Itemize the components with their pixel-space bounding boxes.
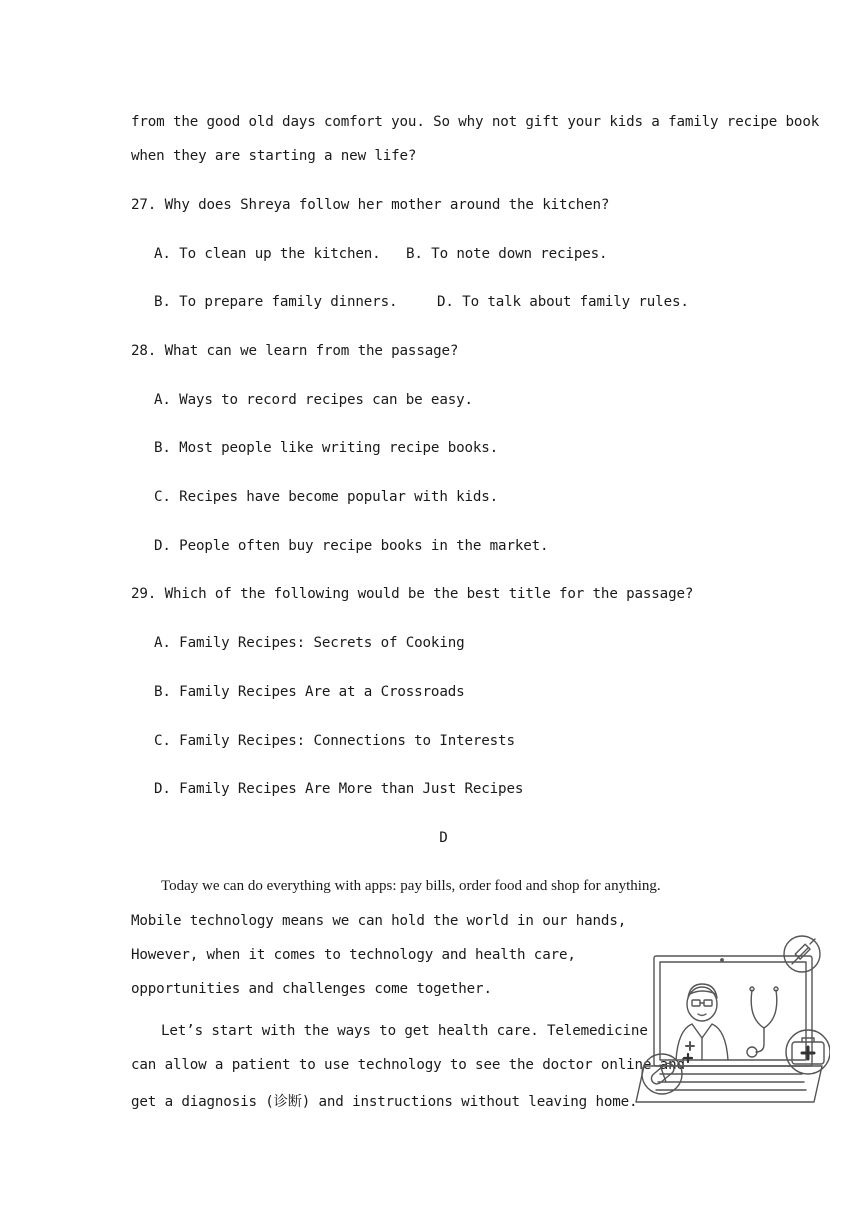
q27-option-b: B. To note down recipes.	[406, 246, 608, 262]
q29-option-a: A. Family Recipes: Secrets of Cooking	[154, 635, 465, 651]
passage-d-line-5: Let’s start with the ways to get health care. Telemedicine	[161, 1023, 648, 1039]
q28-option-d: D. People often buy recipe books in the market.	[154, 538, 549, 554]
doctor-icon	[676, 984, 728, 1060]
q29-option-d: D. Family Recipes Are More than Just Recipes	[154, 781, 524, 797]
q27-option-b-second: B. To prepare family dinners.	[154, 294, 398, 310]
first-aid-kit-icon	[786, 1030, 830, 1074]
telemedicine-illustration	[632, 934, 830, 1110]
q28-option-c: C. Recipes have become popular with kids.	[154, 489, 499, 505]
question-28: 28. What can we learn from the passage?	[131, 343, 459, 359]
passage-d-line-2: Mobile technology means we can hold the world in our hands,	[131, 913, 627, 929]
passage-d-line-6: can allow a patient to use technology to see the doctor online and	[131, 1057, 685, 1073]
question-29: 29. Which of the following would be the best title for the passage?	[131, 586, 694, 602]
passage-d-line-3: However, when it comes to technology and health care,	[131, 947, 576, 963]
q29-option-b: B. Family Recipes Are at a Crossroads	[154, 684, 465, 700]
passage-d-line-4: opportunities and challenges come together.	[131, 981, 492, 997]
stethoscope-icon	[747, 987, 778, 1057]
q27-option-d: D. To talk about family rules.	[437, 294, 689, 310]
q28-option-a: A. Ways to record recipes can be easy.	[154, 392, 473, 408]
question-27: 27. Why does Shreya follow her mother around the kitchen?	[131, 197, 610, 213]
q29-option-c: C. Family Recipes: Connections to Interests	[154, 733, 515, 749]
q27-option-a: A. To clean up the kitchen.	[154, 246, 381, 262]
passage-d-line-1: Today we can do everything with apps: pay bills, order food and shop for anything.	[161, 878, 661, 894]
syringe-icon	[784, 936, 820, 972]
intro-line-1: from the good old days comfort you. So why not gift your kids a family recipe book	[131, 114, 820, 130]
q28-option-b: B. Most people like writing recipe books.	[154, 440, 499, 456]
intro-line-2: when they are starting a new life?	[131, 148, 417, 164]
passage-d-line-7: get a diagnosis (诊断) and instructions without leaving home.	[131, 1094, 638, 1110]
section-label-d: D	[439, 830, 448, 846]
